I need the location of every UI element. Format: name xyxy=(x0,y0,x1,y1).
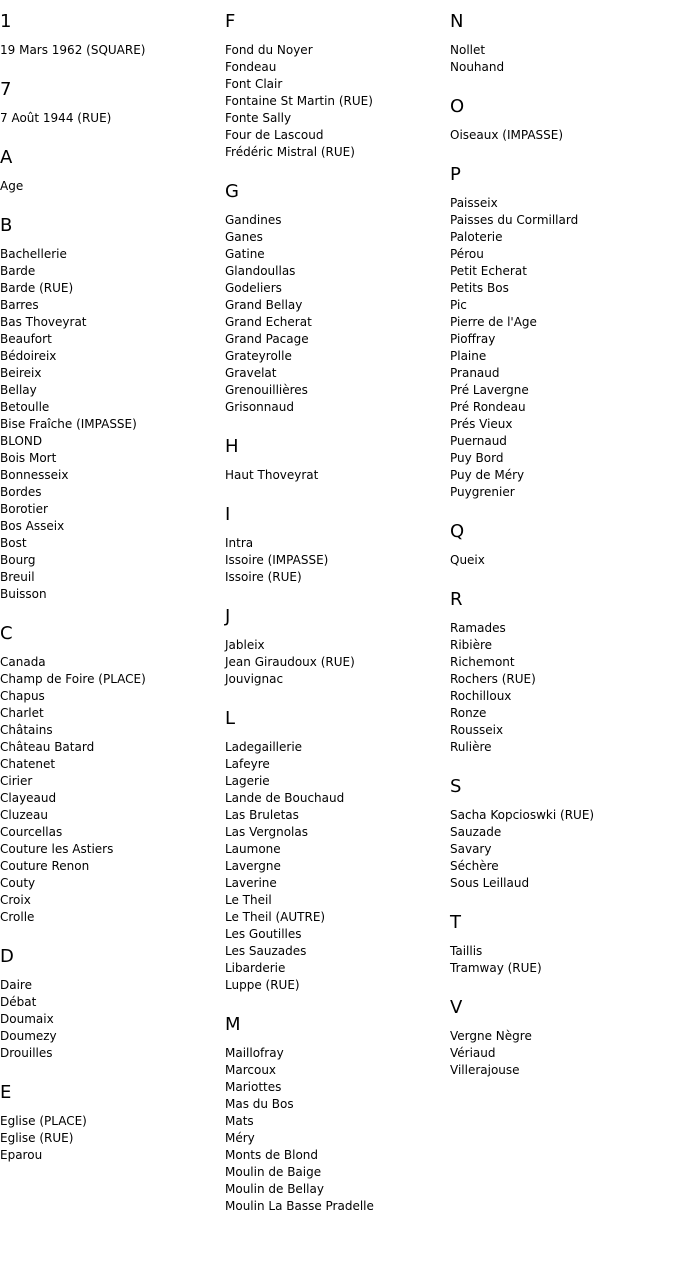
street-link[interactable]: Richemont xyxy=(450,655,515,669)
street-link[interactable]: Beaufort xyxy=(0,332,52,346)
letter-group xyxy=(225,595,450,697)
street-index-column-2 xyxy=(225,0,450,1224)
street-link[interactable]: Pranaud xyxy=(450,366,500,380)
street-link[interactable]: Puy Bord xyxy=(450,451,504,465)
street-link[interactable]: Chatenet xyxy=(0,757,56,771)
street-link[interactable]: Bordes xyxy=(0,485,42,499)
street-list xyxy=(0,178,225,195)
street-link[interactable]: Eparou xyxy=(0,1148,43,1162)
street-link[interactable]: Issoire (IMPASSE) xyxy=(225,553,329,567)
street-link[interactable]: Betoulle xyxy=(0,400,50,414)
street-link[interactable]: Barde (RUE) xyxy=(0,281,74,295)
group-spacer xyxy=(225,161,450,170)
group-spacer xyxy=(450,76,675,85)
letter-group xyxy=(450,85,675,153)
street-link[interactable]: Fondeau xyxy=(225,60,277,74)
street-link[interactable]: Le Theil xyxy=(225,893,272,907)
street-link[interactable]: Pré Lavergne xyxy=(450,383,529,397)
street-list xyxy=(225,637,450,688)
street-link[interactable]: 7 Août 1944 (RUE) xyxy=(0,111,112,125)
letter-heading: A xyxy=(0,147,13,168)
street-list xyxy=(0,42,225,59)
street-link[interactable]: 19 Mars 1962 (SQUARE) xyxy=(0,43,146,57)
street-link[interactable]: Lagerie xyxy=(225,774,270,788)
street-link[interactable]: Bise Fraîche (IMPASSE) xyxy=(0,417,137,431)
street-link[interactable]: Cluzeau xyxy=(0,808,48,822)
street-link[interactable]: Libarderie xyxy=(225,961,286,975)
street-link[interactable]: Grateyrolle xyxy=(225,349,292,363)
letter-heading: P xyxy=(450,164,461,185)
street-list xyxy=(225,467,450,484)
street-index-column-1 xyxy=(0,0,225,1173)
street-link[interactable]: Ganes xyxy=(225,230,263,244)
street-link[interactable]: Moulin La Basse Pradelle xyxy=(225,1199,374,1213)
street-link[interactable]: Ribière xyxy=(450,638,493,652)
group-spacer xyxy=(450,1079,675,1088)
street-link[interactable]: Grand Pacage xyxy=(225,332,309,346)
street-link[interactable]: Petit Echerat xyxy=(450,264,527,278)
street-list xyxy=(225,739,450,994)
street-list xyxy=(450,42,675,76)
street-link[interactable]: Mats xyxy=(225,1114,254,1128)
street-link[interactable]: Bonnesseix xyxy=(0,468,69,482)
street-link[interactable]: Puygrenier xyxy=(450,485,515,499)
street-link[interactable]: Fonte Sally xyxy=(225,111,292,125)
street-link[interactable]: Rochers (RUE) xyxy=(450,672,536,686)
letter-group xyxy=(225,493,450,595)
street-list xyxy=(0,110,225,127)
street-link[interactable]: Sacha Kopcioswki (RUE) xyxy=(450,808,595,822)
street-link[interactable]: Barres xyxy=(0,298,39,312)
street-link[interactable]: Daire xyxy=(0,978,32,992)
street-link[interactable]: Grand Echerat xyxy=(225,315,312,329)
street-link[interactable]: Grisonnaud xyxy=(225,400,294,414)
letter-group xyxy=(0,1071,225,1173)
street-link[interactable]: Fontaine St Martin (RUE) xyxy=(225,94,373,108)
street-link[interactable]: Las Vergnolas xyxy=(225,825,308,839)
street-list xyxy=(450,127,675,144)
street-list xyxy=(225,212,450,416)
letter-heading: G xyxy=(225,181,239,202)
group-spacer xyxy=(0,195,225,204)
street-link[interactable]: Châtains xyxy=(0,723,53,737)
street-link[interactable]: Bost xyxy=(0,536,27,550)
street-list xyxy=(0,1113,225,1164)
street-link[interactable]: Château Batard xyxy=(0,740,95,754)
street-link[interactable]: Débat xyxy=(0,995,37,1009)
street-link[interactable]: Nouhand xyxy=(450,60,505,74)
street-link[interactable]: Bachellerie xyxy=(0,247,67,261)
letter-group xyxy=(0,68,225,136)
street-link[interactable]: Crolle xyxy=(0,910,35,924)
letter-group xyxy=(450,578,675,765)
letter-group xyxy=(450,765,675,901)
street-link[interactable]: Puernaud xyxy=(450,434,507,448)
street-link[interactable]: Las Bruletas xyxy=(225,808,299,822)
street-link[interactable]: Nollet xyxy=(450,43,486,57)
street-link[interactable]: Luppe (RUE) xyxy=(225,978,300,992)
street-link[interactable]: Maillofray xyxy=(225,1046,284,1060)
group-spacer xyxy=(225,1215,450,1224)
street-link[interactable]: Grenouillières xyxy=(225,383,308,397)
street-link[interactable]: Prés Vieux xyxy=(450,417,513,431)
group-spacer xyxy=(225,416,450,425)
street-link[interactable]: BLOND xyxy=(0,434,43,448)
street-list xyxy=(450,552,675,569)
street-link[interactable]: Sauzade xyxy=(450,825,502,839)
street-link[interactable]: Tramway (RUE) xyxy=(450,961,542,975)
street-link[interactable]: Moulin de Baige xyxy=(225,1165,322,1179)
letter-group xyxy=(0,204,225,612)
letter-group xyxy=(225,0,450,170)
street-link[interactable]: Oiseaux (IMPASSE) xyxy=(450,128,564,142)
street-link[interactable]: Les Goutilles xyxy=(225,927,302,941)
letter-group xyxy=(0,0,225,68)
street-link[interactable]: Intra xyxy=(225,536,254,550)
group-spacer xyxy=(450,977,675,986)
street-link[interactable]: Villerajouse xyxy=(450,1063,520,1077)
street-link[interactable]: Buisson xyxy=(0,587,47,601)
group-spacer xyxy=(450,569,675,578)
street-list xyxy=(0,977,225,1062)
letter-heading: O xyxy=(450,96,465,117)
letter-heading: I xyxy=(225,504,231,525)
street-link[interactable]: Marcoux xyxy=(225,1063,277,1077)
street-link[interactable]: Gandines xyxy=(225,213,282,227)
street-link[interactable]: Clayeaud xyxy=(0,791,57,805)
group-spacer xyxy=(450,892,675,901)
street-link[interactable]: Puy de Méry xyxy=(450,468,525,482)
street-link[interactable]: Grand Bellay xyxy=(225,298,303,312)
street-link[interactable]: Le Theil (AUTRE) xyxy=(225,910,326,924)
group-spacer xyxy=(0,127,225,136)
street-link[interactable]: Savary xyxy=(450,842,492,856)
street-list xyxy=(450,620,675,756)
group-spacer xyxy=(0,926,225,935)
street-link[interactable]: Paisses du Cormillard xyxy=(450,213,579,227)
street-link[interactable]: Ronze xyxy=(450,706,487,720)
street-link[interactable]: Bos Asseix xyxy=(0,519,65,533)
group-spacer xyxy=(225,688,450,697)
group-spacer xyxy=(450,756,675,765)
street-link[interactable]: Borotier xyxy=(0,502,48,516)
letter-group xyxy=(450,901,675,986)
letter-heading: J xyxy=(225,606,231,627)
street-link[interactable]: Plaine xyxy=(450,349,487,363)
group-spacer xyxy=(450,501,675,510)
street-link[interactable]: Pierre de l'Age xyxy=(450,315,537,329)
street-link[interactable]: Bédoireix xyxy=(0,349,57,363)
street-link[interactable]: Bas Thoveyrat xyxy=(0,315,87,329)
street-link[interactable]: Four de Lascoud xyxy=(225,128,324,142)
street-link[interactable]: Laverine xyxy=(225,876,277,890)
street-link[interactable]: Jouvignac xyxy=(225,672,284,686)
street-link[interactable]: Mariottes xyxy=(225,1080,282,1094)
group-spacer xyxy=(0,1164,225,1173)
street-index-column-3 xyxy=(450,0,675,1088)
letter-heading: Q xyxy=(450,521,465,542)
street-link[interactable]: Monts de Blond xyxy=(225,1148,319,1162)
street-link[interactable]: Séchère xyxy=(450,859,499,873)
street-link[interactable]: Queix xyxy=(450,553,485,567)
street-link[interactable]: Rulière xyxy=(450,740,492,754)
street-link[interactable]: Vergne Nègre xyxy=(450,1029,532,1043)
street-link[interactable]: Courcellas xyxy=(0,825,63,839)
group-spacer xyxy=(0,603,225,612)
street-link[interactable]: Vériaud xyxy=(450,1046,496,1060)
letter-group xyxy=(450,510,675,578)
street-link[interactable]: Paloterie xyxy=(450,230,503,244)
street-list xyxy=(450,807,675,892)
street-link[interactable]: Pérou xyxy=(450,247,484,261)
street-link[interactable]: Laumone xyxy=(225,842,281,856)
street-link[interactable]: Jableix xyxy=(225,638,265,652)
street-link[interactable]: Ladegaillerie xyxy=(225,740,303,754)
street-link[interactable]: Bois Mort xyxy=(0,451,57,465)
letter-heading: L xyxy=(225,708,236,729)
street-link[interactable]: Sous Leillaud xyxy=(450,876,530,890)
street-link[interactable]: Doumezy xyxy=(0,1029,57,1043)
letter-heading: F xyxy=(225,11,236,32)
street-list xyxy=(450,195,675,501)
letter-heading: H xyxy=(225,436,239,457)
street-link[interactable]: Issoire (RUE) xyxy=(225,570,302,584)
letter-group xyxy=(225,425,450,493)
letter-heading: M xyxy=(225,1014,241,1035)
group-spacer xyxy=(0,1062,225,1071)
street-link[interactable]: Rochilloux xyxy=(450,689,512,703)
street-link[interactable]: Pic xyxy=(450,298,467,312)
street-link[interactable]: Eglise (RUE) xyxy=(0,1131,74,1145)
street-link[interactable]: Eglise (PLACE) xyxy=(0,1114,87,1128)
street-link[interactable]: Beireix xyxy=(0,366,42,380)
group-spacer xyxy=(0,59,225,68)
street-link[interactable]: Lavergne xyxy=(225,859,281,873)
street-link[interactable]: Age xyxy=(0,179,24,193)
street-link[interactable]: Champ de Foire (PLACE) xyxy=(0,672,146,686)
street-link[interactable]: Frédéric Mistral (RUE) xyxy=(225,145,355,159)
street-link[interactable]: Godeliers xyxy=(225,281,282,295)
letter-group xyxy=(0,612,225,935)
street-link[interactable]: Glandoullas xyxy=(225,264,296,278)
street-list xyxy=(225,42,450,161)
letter-heading: V xyxy=(450,997,463,1018)
street-link[interactable]: Couty xyxy=(0,876,36,890)
street-link[interactable]: Pioffray xyxy=(450,332,496,346)
street-link[interactable]: Couture les Astiers xyxy=(0,842,114,856)
letter-heading: T xyxy=(450,912,461,933)
street-list xyxy=(0,654,225,926)
street-link[interactable]: Taillis xyxy=(450,944,483,958)
street-link[interactable]: Paisseix xyxy=(450,196,498,210)
street-link[interactable]: Fond du Noyer xyxy=(225,43,313,57)
street-link[interactable]: Jean Giraudoux (RUE) xyxy=(225,655,355,669)
letter-group xyxy=(450,153,675,510)
street-link[interactable]: Ramades xyxy=(450,621,506,635)
street-link[interactable]: Les Sauzades xyxy=(225,944,307,958)
letter-group xyxy=(225,170,450,425)
street-link[interactable]: Barde xyxy=(0,264,36,278)
street-link[interactable]: Lafeyre xyxy=(225,757,270,771)
letter-group xyxy=(225,1003,450,1224)
street-link[interactable]: Lande de Bouchaud xyxy=(225,791,345,805)
group-spacer xyxy=(450,144,675,153)
letter-group xyxy=(225,697,450,1003)
street-link[interactable]: Moulin de Bellay xyxy=(225,1182,324,1196)
street-link[interactable]: Font Clair xyxy=(225,77,283,91)
street-link[interactable]: Bellay xyxy=(0,383,37,397)
street-list xyxy=(225,1045,450,1215)
letter-heading: S xyxy=(450,776,462,797)
group-spacer xyxy=(225,994,450,1003)
letter-group xyxy=(450,986,675,1088)
letter-heading: D xyxy=(0,946,14,967)
street-link[interactable]: Méry xyxy=(225,1131,255,1145)
street-link[interactable]: Bourg xyxy=(0,553,36,567)
street-link[interactable]: Couture Renon xyxy=(0,859,90,873)
street-link[interactable]: Gravelat xyxy=(225,366,277,380)
group-spacer xyxy=(225,586,450,595)
street-list xyxy=(225,535,450,586)
letter-heading: 1 xyxy=(0,11,12,32)
street-link[interactable]: Gatine xyxy=(225,247,265,261)
letter-heading: R xyxy=(450,589,463,610)
letter-heading: B xyxy=(0,215,13,236)
street-link[interactable]: Rousseix xyxy=(450,723,504,737)
letter-heading: 7 xyxy=(0,79,12,100)
street-link[interactable]: Croix xyxy=(0,893,31,907)
street-link[interactable]: Pré Rondeau xyxy=(450,400,526,414)
street-link[interactable]: Petits Bos xyxy=(450,281,509,295)
street-list xyxy=(450,1028,675,1079)
letter-heading: N xyxy=(450,11,464,32)
street-link[interactable]: Cirier xyxy=(0,774,33,788)
street-link[interactable]: Doumaix xyxy=(0,1012,54,1026)
street-link[interactable]: Chapus xyxy=(0,689,45,703)
street-link[interactable]: Breuil xyxy=(0,570,35,584)
street-list xyxy=(0,246,225,603)
street-link[interactable]: Mas du Bos xyxy=(225,1097,294,1111)
letter-group xyxy=(450,0,675,85)
street-link[interactable]: Drouilles xyxy=(0,1046,53,1060)
letter-heading: E xyxy=(0,1082,12,1103)
street-link[interactable]: Haut Thoveyrat xyxy=(225,468,319,482)
letter-group xyxy=(0,935,225,1071)
street-link[interactable]: Charlet xyxy=(0,706,44,720)
street-link[interactable]: Canada xyxy=(0,655,46,669)
letter-heading: C xyxy=(0,623,13,644)
letter-group xyxy=(0,136,225,204)
street-list xyxy=(450,943,675,977)
group-spacer xyxy=(225,484,450,493)
